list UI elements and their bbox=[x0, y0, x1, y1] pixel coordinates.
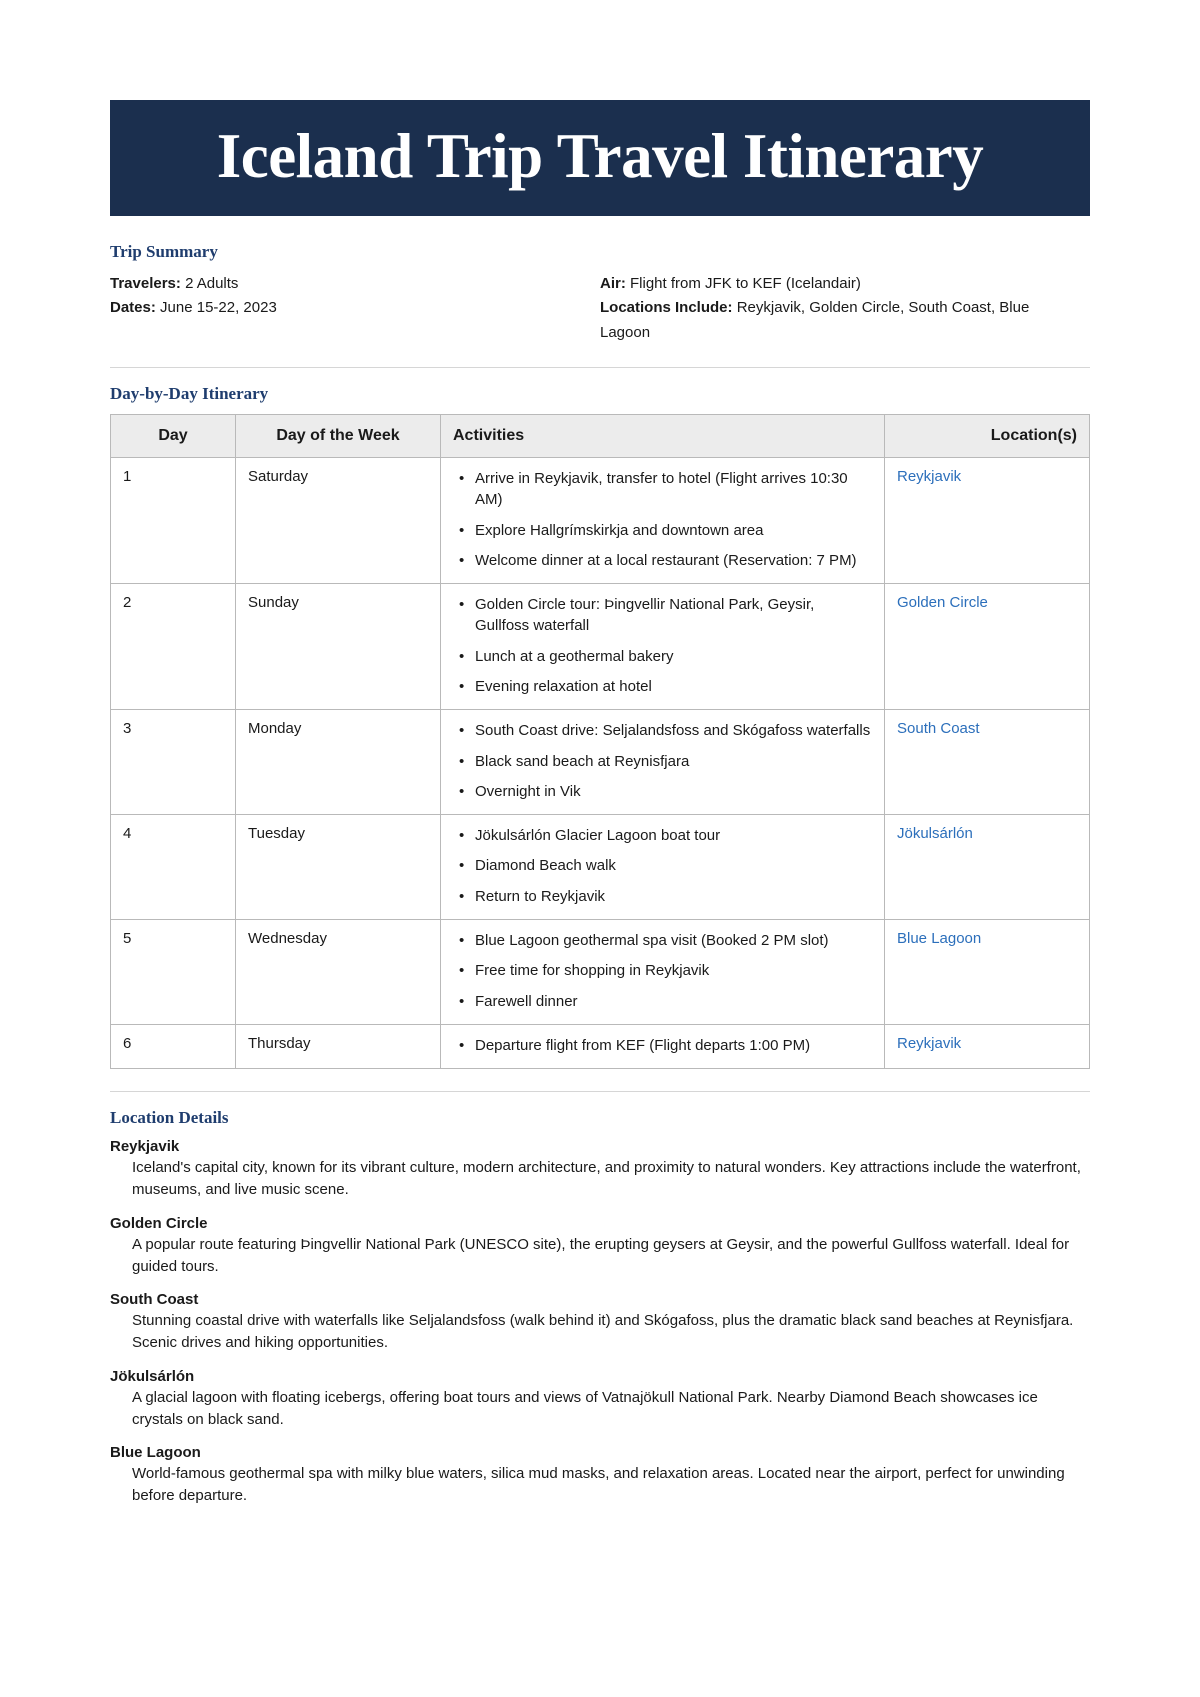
location-detail-item bbox=[110, 1291, 1090, 1354]
cell-location bbox=[885, 457, 1090, 583]
location-link[interactable]: South Coast bbox=[897, 720, 980, 738]
cell-weekday: Wednesday bbox=[236, 920, 441, 1025]
cell-day: 3 bbox=[111, 710, 236, 815]
divider-above-location-details bbox=[110, 1091, 1090, 1092]
activity-list bbox=[453, 720, 872, 802]
list-item: • Jökulsárlón Glacier Lagoon boat tour bbox=[475, 825, 872, 846]
location-link[interactable]: Jökulsárlón bbox=[897, 825, 973, 843]
cell-day: 4 bbox=[111, 815, 236, 920]
table-row bbox=[111, 815, 1090, 920]
table-row bbox=[111, 1024, 1090, 1068]
table-row bbox=[111, 710, 1090, 815]
cell-day: 1 bbox=[111, 457, 236, 583]
cell-activities bbox=[441, 710, 885, 815]
list-item: • Evening relaxation at hotel bbox=[475, 676, 872, 697]
table-row bbox=[111, 457, 1090, 583]
list-item: • Explore Hallgrímskirkja and downtown area bbox=[475, 520, 872, 541]
table-header-row bbox=[111, 414, 1090, 457]
list-item: • Free time for shopping in Reykjavik bbox=[475, 960, 872, 981]
cell-location bbox=[885, 920, 1090, 1025]
column-header-weekday: Day of the Week bbox=[236, 414, 441, 457]
travelers-label: Travelers: bbox=[110, 275, 181, 293]
title-banner bbox=[110, 100, 1090, 216]
location-detail-description: A popular route featuring Þingvellir National Park (UNESCO site), the erupting geysers at Geysir, and the powerful Gullfoss waterfall. Ideal for guided tours. bbox=[132, 1235, 1070, 1275]
activity-list bbox=[453, 468, 872, 571]
trip-summary-section bbox=[110, 242, 1090, 345]
column-header-activities: Activities bbox=[441, 414, 885, 457]
trip-summary-heading: Trip Summary bbox=[110, 242, 218, 262]
cell-location bbox=[885, 584, 1090, 710]
location-details-section bbox=[110, 1108, 1090, 1507]
location-detail-name: Golden Circle bbox=[110, 1214, 208, 1232]
cell-weekday: Sunday bbox=[236, 584, 441, 710]
cell-activities bbox=[441, 584, 885, 710]
location-link[interactable]: Reykjavik bbox=[897, 1034, 962, 1052]
column-header-locations: Location(s) bbox=[885, 414, 1090, 457]
list-item: • South Coast drive: Seljalandsfoss and Skógafoss waterfalls bbox=[475, 720, 872, 741]
summary-item-travelers bbox=[110, 272, 576, 296]
trip-summary-right-column bbox=[600, 272, 1090, 345]
cell-location bbox=[885, 815, 1090, 920]
location-link[interactable]: Golden Circle bbox=[897, 594, 988, 612]
list-item: • Diamond Beach walk bbox=[475, 855, 872, 876]
cell-location bbox=[885, 1024, 1090, 1068]
travelers-value: 2 Adults bbox=[185, 275, 239, 293]
location-detail-description: World-famous geothermal spa with milky blue waters, silica mud masks, and relaxation areas. Located near the airport, perfect for unwinding before departure. bbox=[132, 1465, 1065, 1505]
list-item: • Departure flight from KEF (Flight departs 1:00 PM) bbox=[475, 1035, 872, 1056]
list-item: • Arrive in Reykjavik, transfer to hotel (Flight arrives 10:30 AM) bbox=[475, 468, 872, 511]
location-link[interactable]: Reykjavik bbox=[897, 467, 962, 485]
location-detail-name: Blue Lagoon bbox=[110, 1444, 201, 1462]
activity-list bbox=[453, 825, 872, 907]
air-label: Air: bbox=[600, 275, 626, 293]
cell-activities bbox=[441, 815, 885, 920]
list-item: • Return to Reykjavik bbox=[475, 886, 872, 907]
location-detail-item bbox=[110, 1444, 1090, 1507]
itinerary-section bbox=[110, 384, 1090, 1069]
list-item: • Black sand beach at Reynisfjara bbox=[475, 751, 872, 772]
list-item: • Lunch at a geothermal bakery bbox=[475, 646, 872, 667]
cell-weekday: Thursday bbox=[236, 1024, 441, 1068]
column-header-day: Day bbox=[111, 414, 236, 457]
cell-activities bbox=[441, 457, 885, 583]
location-detail-description: Iceland's capital city, known for its vibrant culture, modern architecture, and proximity to natural wonders. Key attractions include the waterfront, museums, and live music scene. bbox=[132, 1159, 1081, 1199]
locations-value: Reykjavik, Golden Circle, South Coast, Blue Lagoon bbox=[600, 299, 1030, 341]
location-detail-name: Reykjavik bbox=[110, 1138, 180, 1156]
cell-activities bbox=[441, 1024, 885, 1068]
cell-day: 5 bbox=[111, 920, 236, 1025]
location-detail-item bbox=[110, 1368, 1090, 1431]
activity-list bbox=[453, 930, 872, 1012]
page-title: Iceland Trip Travel Itinerary bbox=[216, 121, 984, 191]
table-row bbox=[111, 920, 1090, 1025]
summary-item-dates bbox=[110, 296, 576, 320]
cell-weekday: Saturday bbox=[236, 457, 441, 583]
dates-value: June 15-22, 2023 bbox=[160, 299, 277, 317]
cell-weekday: Tuesday bbox=[236, 815, 441, 920]
list-item: • Blue Lagoon geothermal spa visit (Booked 2 PM slot) bbox=[475, 930, 872, 951]
summary-item-air bbox=[600, 272, 1066, 296]
summary-item-locations bbox=[600, 296, 1066, 345]
itinerary-table-body bbox=[111, 457, 1090, 1068]
activity-list bbox=[453, 1035, 872, 1056]
itinerary-table-head bbox=[111, 414, 1090, 457]
location-detail-description: A glacial lagoon with floating icebergs, offering boat tours and views of Vatnajökull National Park. Nearby Diamond Beach showcases ice crystals on black sand. bbox=[132, 1388, 1038, 1428]
list-item: • Welcome dinner at a local restaurant (Reservation: 7 PM) bbox=[475, 550, 872, 571]
location-detail-description: Stunning coastal drive with waterfalls like Seljalandsfoss (walk behind it) and Skógafoss, plus the dramatic black sand beaches at Reynisfjara. Scenic drives and hiking opportunities. bbox=[132, 1312, 1074, 1352]
location-detail-name: South Coast bbox=[110, 1291, 199, 1309]
table-row bbox=[111, 584, 1090, 710]
cell-activities bbox=[441, 920, 885, 1025]
dates-label: Dates: bbox=[110, 299, 156, 317]
location-details-heading: Location Details bbox=[110, 1108, 229, 1128]
activity-list bbox=[453, 594, 872, 697]
divider-above-itinerary bbox=[110, 367, 1090, 368]
list-item: • Farewell dinner bbox=[475, 991, 872, 1012]
itinerary-heading: Day-by-Day Itinerary bbox=[110, 383, 269, 403]
list-item: • Overnight in Vik bbox=[475, 781, 872, 802]
trip-summary-grid bbox=[110, 272, 1090, 345]
cell-day: 2 bbox=[111, 584, 236, 710]
itinerary-table bbox=[110, 414, 1090, 1069]
trip-summary-left-column bbox=[110, 272, 600, 345]
location-link[interactable]: Blue Lagoon bbox=[897, 930, 982, 948]
location-detail-name: Jökulsárlón bbox=[110, 1367, 195, 1385]
location-detail-item bbox=[110, 1215, 1090, 1278]
location-detail-item bbox=[110, 1138, 1090, 1201]
cell-location bbox=[885, 710, 1090, 815]
list-item: • Golden Circle tour: Þingvellir National Park, Geysir, Gullfoss waterfall bbox=[475, 594, 872, 637]
cell-weekday: Monday bbox=[236, 710, 441, 815]
air-value: Flight from JFK to KEF (Icelandair) bbox=[630, 275, 861, 293]
cell-day: 6 bbox=[111, 1024, 236, 1068]
locations-label: Locations Include: bbox=[600, 299, 733, 317]
